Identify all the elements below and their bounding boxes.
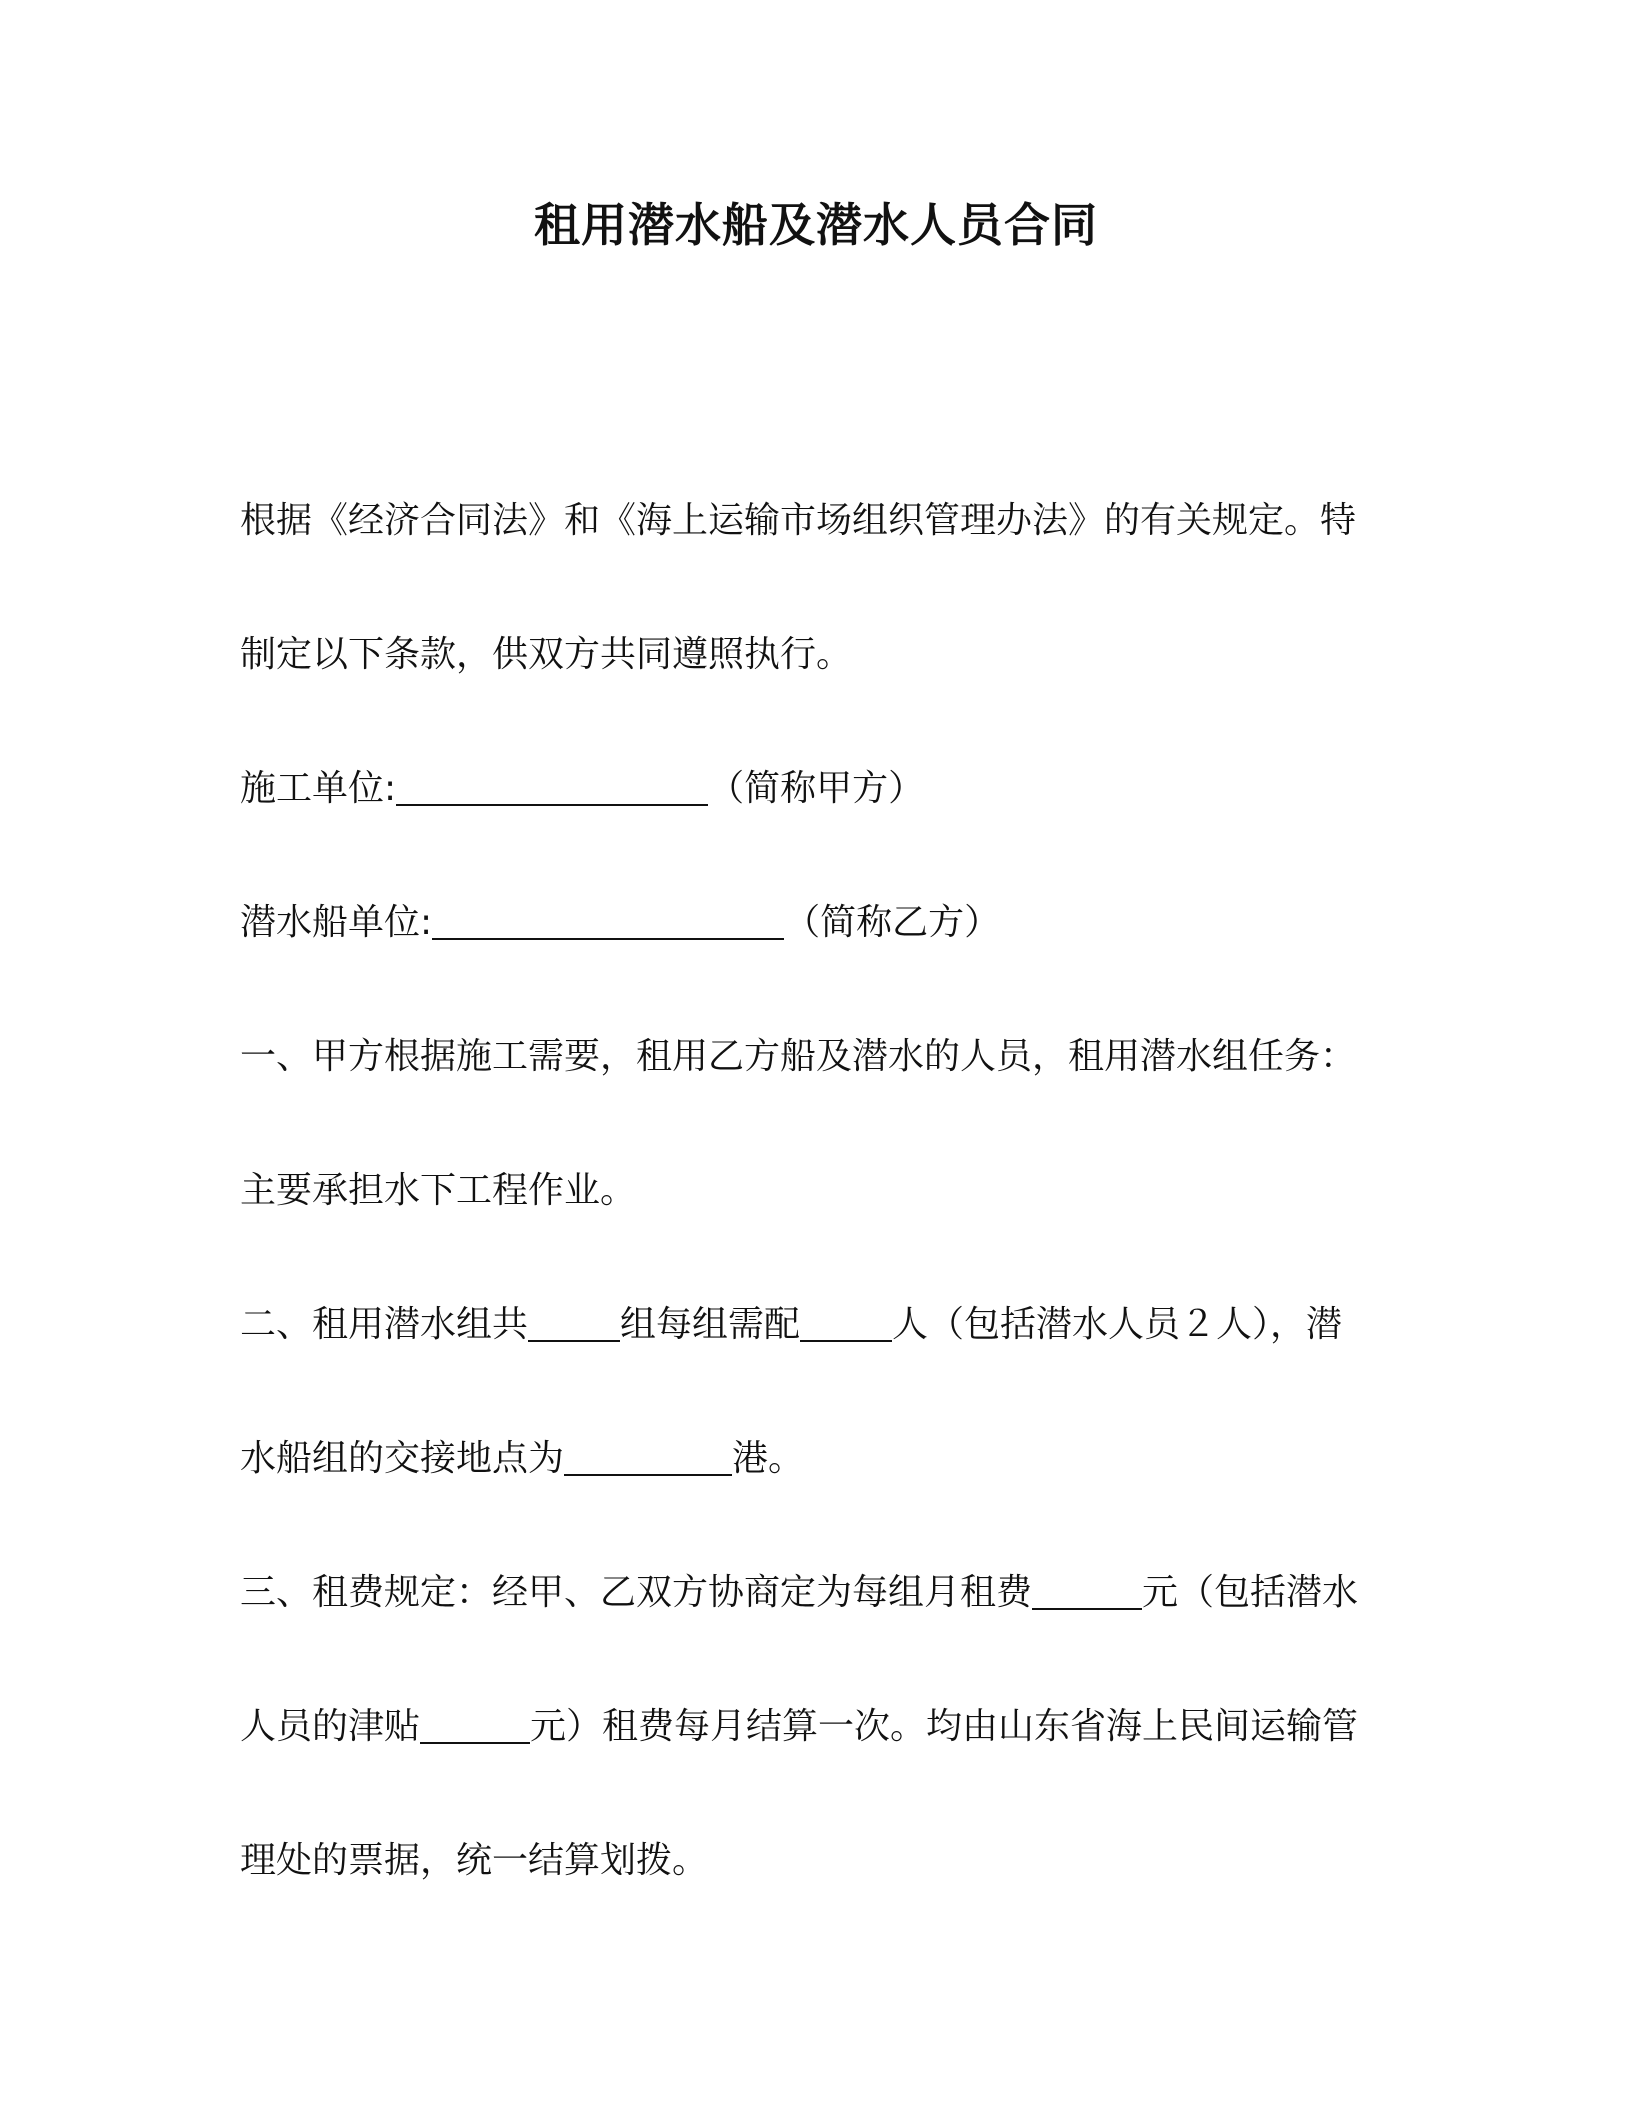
clause3-line-2 <box>240 1702 1390 1752</box>
handover-port-blank[interactable] <box>564 1438 732 1476</box>
clause3-line-1 <box>240 1568 1390 1618</box>
clause2-text-e: 港。 <box>732 1438 805 1479</box>
clause2-text-d: 水船组的交接地点为 <box>240 1438 565 1479</box>
party-b-blank[interactable] <box>432 902 784 940</box>
monthly-fee-blank[interactable] <box>1032 1572 1142 1610</box>
clause2-text-b: 组每组需配 <box>620 1304 801 1345</box>
clause3-line-3 <box>240 1836 1390 1886</box>
group-count-blank[interactable] <box>528 1304 620 1342</box>
allowance-blank[interactable] <box>420 1706 530 1744</box>
clause1-line-2 <box>240 1166 1390 1216</box>
clause3-text-b: 元（包括潜水 <box>1142 1572 1359 1613</box>
party-a-suffix: （简称甲方） <box>708 768 925 809</box>
party-b-suffix: （简称乙方） <box>784 902 1001 943</box>
clause2-text-a: 二、租用潜水组共 <box>240 1304 529 1345</box>
clause2-line-2 <box>240 1434 1390 1484</box>
intro-text-2: 制定以下条款，供双方共同遵照执行。 <box>240 634 853 675</box>
party-b-label: 潜水船单位: <box>240 902 433 943</box>
party-a-label: 施工单位: <box>240 768 397 809</box>
people-per-group-blank[interactable] <box>800 1304 892 1342</box>
party-b-line <box>240 898 1390 948</box>
party-a-line <box>240 764 1390 814</box>
clause2-line-1 <box>240 1300 1390 1350</box>
intro-line-2 <box>240 630 1390 680</box>
clause1-line-1 <box>240 1032 1390 1082</box>
clause1-text-2: 主要承担水下工程作业。 <box>240 1170 637 1211</box>
clause1-text-1: 一、甲方根据施工需要，租用乙方船及潜水的人员，租用潜水组任务： <box>240 1036 1357 1077</box>
clause3-text-c: 人员的津贴 <box>240 1706 421 1747</box>
clause3-text-a: 三、租费规定：经甲、乙双方协商定为每组月租费 <box>240 1572 1033 1613</box>
intro-text-1: 根据《经济合同法》和《海上运输市场组织管理办法》的有关规定。特 <box>240 500 1357 541</box>
clause2-text-c: 人（包括潜水人员２人），潜 <box>892 1304 1343 1345</box>
party-a-blank[interactable] <box>396 768 708 806</box>
clause3-text-e: 理处的票据，统一结算划拨。 <box>240 1840 709 1881</box>
clause3-text-d: 元）租费每月结算一次。均由山东省海上民间运输管 <box>530 1706 1359 1747</box>
intro-line-1 <box>240 496 1390 546</box>
document-title: 租用潜水船及潜水人员合同 <box>534 198 1098 252</box>
